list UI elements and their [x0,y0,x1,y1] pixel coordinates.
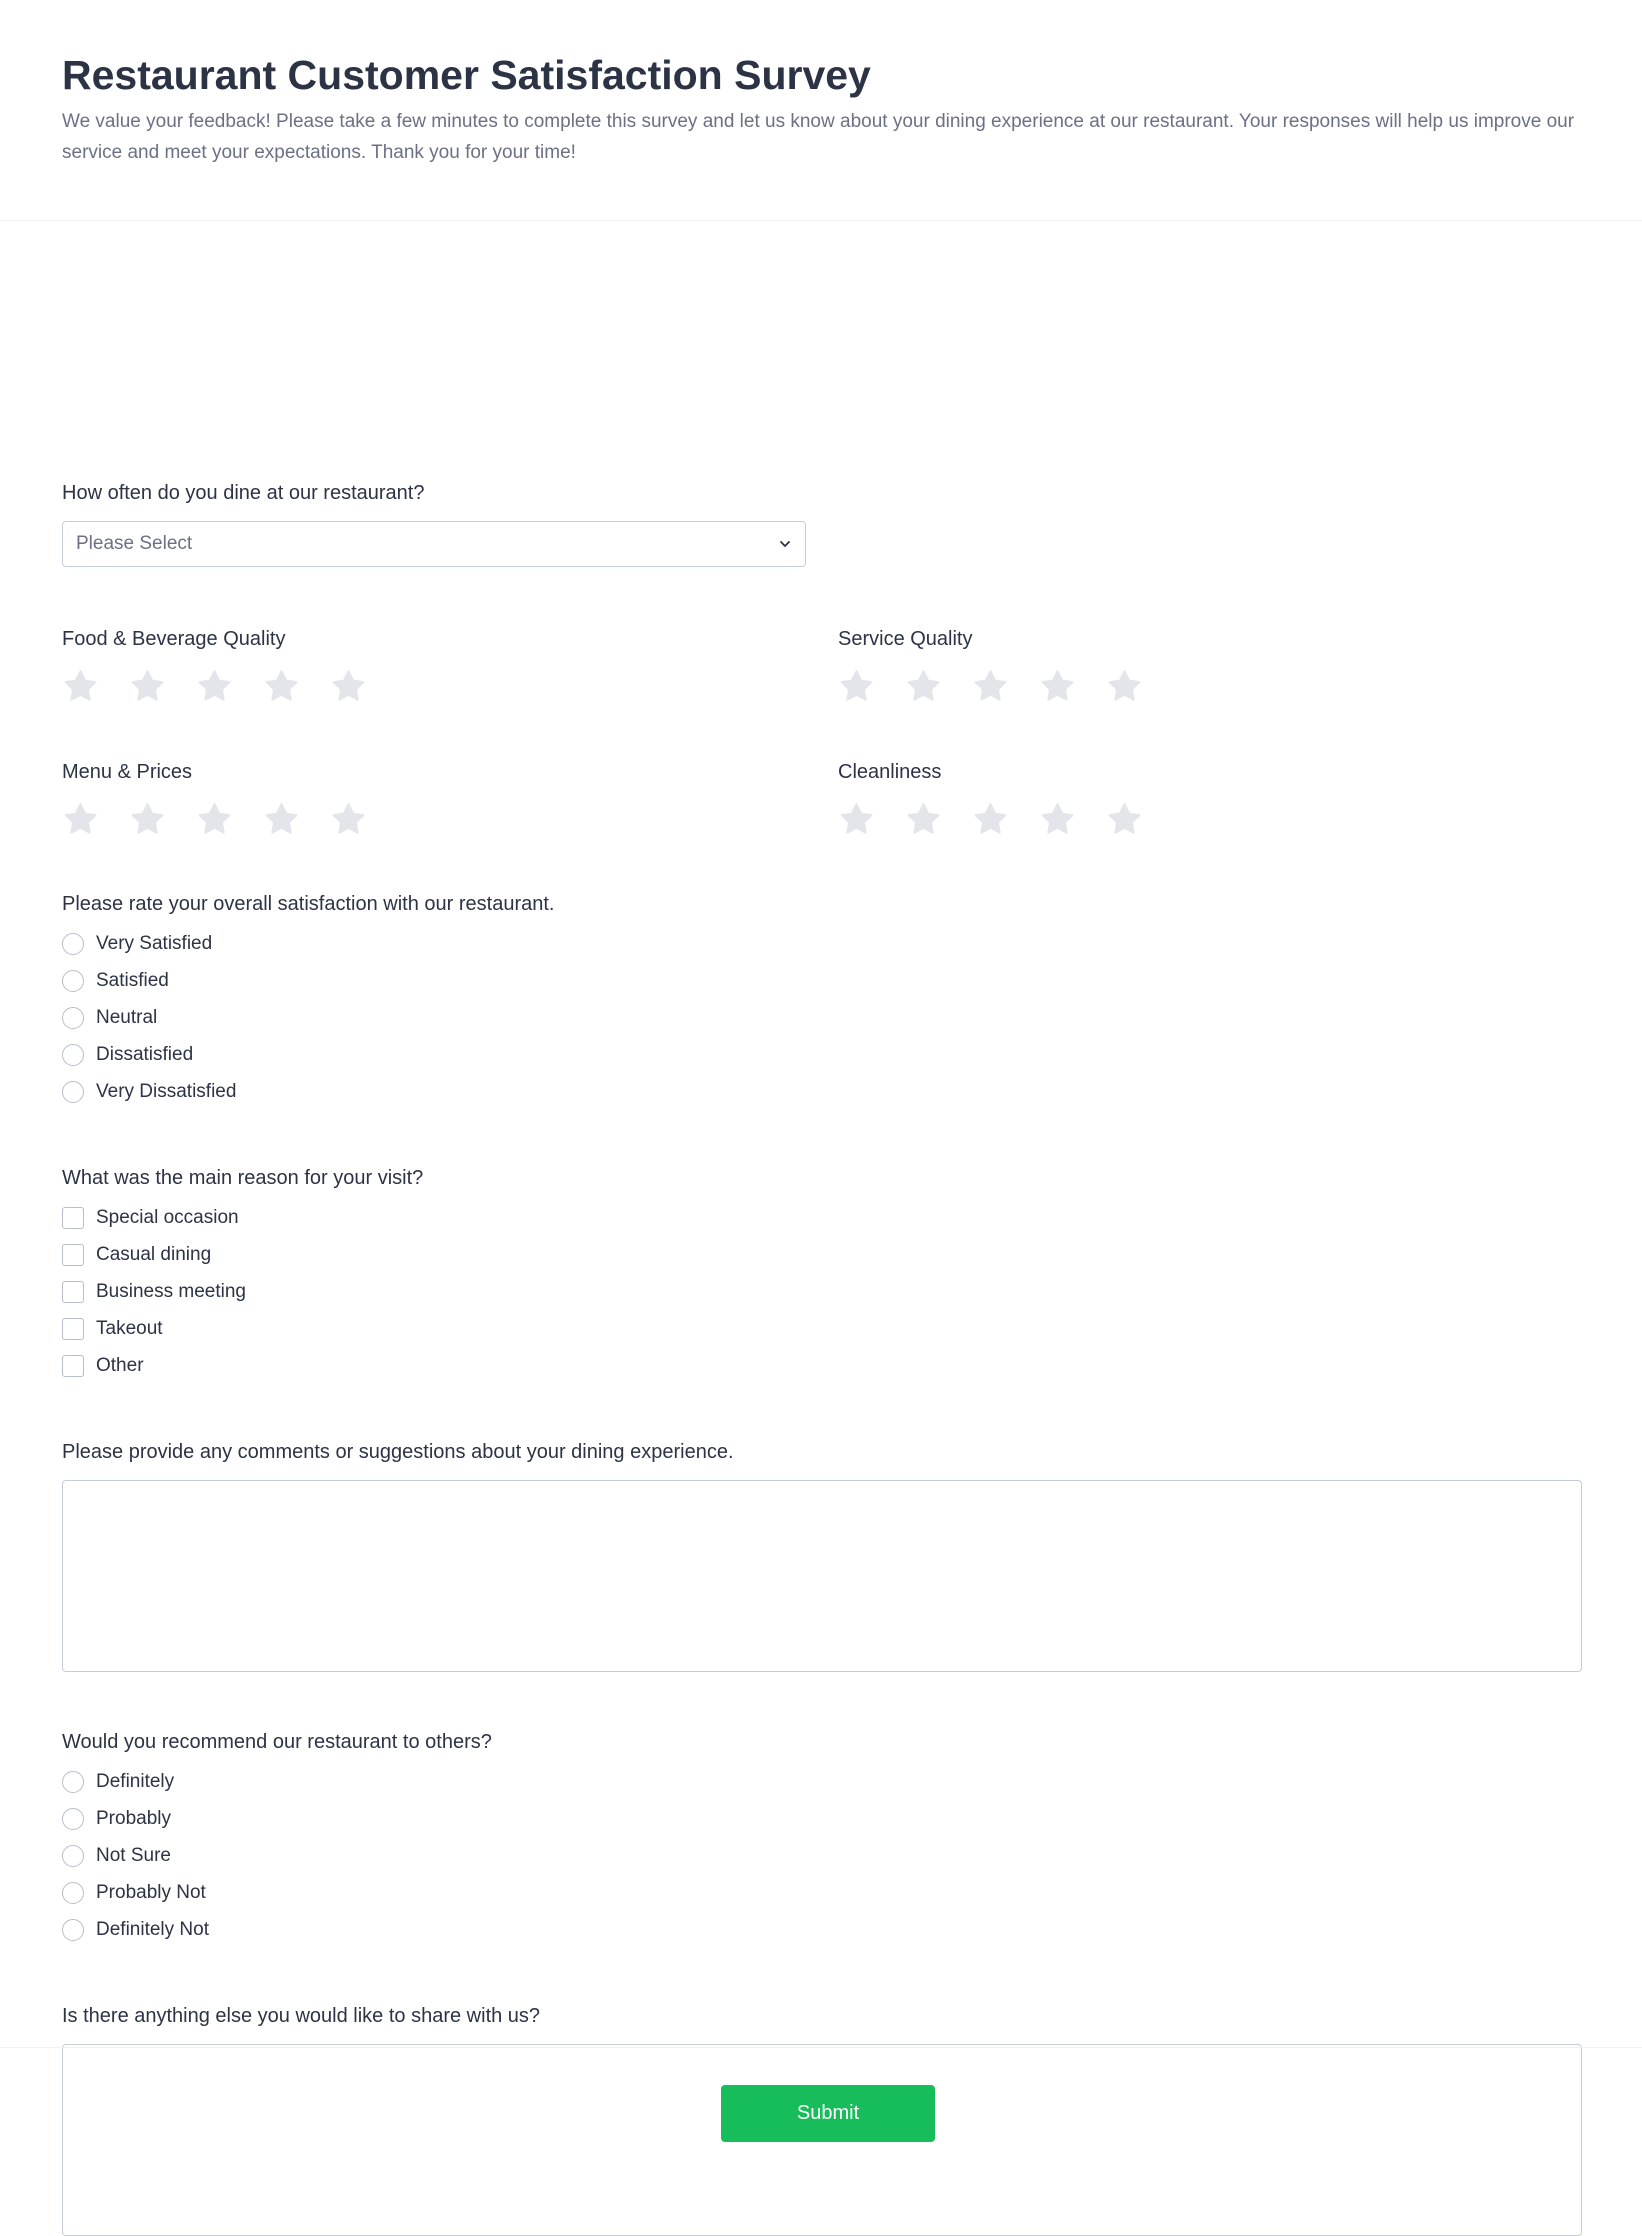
star-icon[interactable] [1039,801,1076,838]
rating-food [62,626,367,705]
reason-option[interactable] [62,1236,423,1273]
star-icon[interactable] [1106,668,1143,705]
recommend-option[interactable] [62,1874,492,1911]
star-icon[interactable] [62,801,99,838]
rating-label: Cleanliness [838,761,942,783]
star-icon[interactable] [62,668,99,705]
option-label: Very Dissatisfied [96,1080,237,1102]
checkbox[interactable] [62,1318,84,1340]
option-label: Not Sure [96,1844,171,1866]
rating-menu [62,759,367,838]
chevron-down-icon [778,537,792,551]
star-icon[interactable] [129,801,166,838]
radio-button[interactable] [62,1919,84,1941]
satisfaction-option[interactable] [62,1073,554,1110]
star-icon[interactable] [330,801,367,838]
recommend-option[interactable] [62,1911,492,1948]
star-icon[interactable] [838,801,875,838]
form-header [0,0,1642,221]
radio-button[interactable] [62,933,84,955]
option-label: Business meeting [96,1280,246,1302]
satisfaction-field [62,891,554,1110]
recommend-option[interactable] [62,1763,492,1800]
star-icon[interactable] [838,668,875,705]
option-label: Dissatisfied [96,1043,194,1065]
reason-field [62,1165,423,1384]
star-icon[interactable] [129,668,166,705]
satisfaction-option[interactable] [62,999,554,1036]
reason-option[interactable] [62,1310,423,1347]
checkbox[interactable] [62,1244,84,1266]
recommend-option[interactable] [62,1837,492,1874]
reason-label: What was the main reason for your visit? [62,1167,424,1189]
star-icon[interactable] [1039,668,1076,705]
radio-button[interactable] [62,1845,84,1867]
radio-button[interactable] [62,1808,84,1830]
reason-option[interactable] [62,1199,423,1236]
star-rating [62,668,367,705]
other-label: Is there anything else you would like to share with us? [62,2005,541,2027]
rating-cleanliness [838,759,1143,838]
form-footer [0,2047,1642,2187]
star-icon[interactable] [263,668,300,705]
radio-button[interactable] [62,1771,84,1793]
comments-field [62,1439,1582,1672]
frequency-field [62,480,806,567]
page-title: Restaurant Customer Satisfaction Survey [62,52,871,98]
star-rating [838,668,1143,705]
option-label: Takeout [96,1317,163,1339]
reason-options [62,1199,423,1384]
option-label: Satisfied [96,969,169,991]
star-icon[interactable] [196,801,233,838]
satisfaction-option[interactable] [62,925,554,962]
recommend-option[interactable] [62,1800,492,1837]
checkbox[interactable] [62,1207,84,1229]
rating-label: Service Quality [838,628,973,650]
option-label: Probably Not [96,1881,206,1903]
form-description: We value your feedback! Please take a few minutes to complete this survey and let us know about your dining experience at our restaurant. Your responses will help us improve our service and meet your expectations. Thank you for your time! [62,111,1575,163]
star-icon[interactable] [972,801,1009,838]
radio-button[interactable] [62,1007,84,1029]
radio-button[interactable] [62,1081,84,1103]
rating-service [838,626,1143,705]
rating-label: Menu & Prices [62,761,193,783]
frequency-select[interactable] [62,521,806,567]
submit-button[interactable]: Submit [721,2085,935,2142]
star-rating [838,801,1143,838]
option-label: Definitely Not [96,1918,209,1940]
star-icon[interactable] [972,668,1009,705]
select-placeholder: Please Select [76,533,193,554]
satisfaction-option[interactable] [62,962,554,999]
satisfaction-option[interactable] [62,1036,554,1073]
recommend-field [62,1729,492,1948]
star-icon[interactable] [1106,801,1143,838]
satisfaction-label: Please rate your overall satisfaction with our restaurant. [62,893,555,915]
radio-button[interactable] [62,1044,84,1066]
option-label: Definitely [96,1770,175,1792]
option-label: Probably [96,1807,171,1829]
reason-option[interactable] [62,1273,423,1310]
checkbox[interactable] [62,1281,84,1303]
star-icon[interactable] [196,668,233,705]
comments-label: Please provide any comments or suggestions about your dining experience. [62,1441,734,1463]
star-icon[interactable] [905,668,942,705]
star-icon[interactable] [905,801,942,838]
radio-button[interactable] [62,970,84,992]
option-label: Neutral [96,1006,158,1028]
comments-textarea[interactable] [62,1480,1582,1672]
option-label: Special occasion [96,1206,239,1228]
satisfaction-options [62,925,554,1110]
star-icon[interactable] [330,668,367,705]
frequency-label: How often do you dine at our restaurant? [62,482,425,504]
option-label: Other [96,1354,144,1376]
recommend-label: Would you recommend our restaurant to others? [62,1731,492,1753]
rating-label: Food & Beverage Quality [62,628,286,650]
star-rating [62,801,367,838]
option-label: Very Satisfied [96,932,213,954]
reason-option[interactable] [62,1347,423,1384]
radio-button[interactable] [62,1882,84,1904]
option-label: Casual dining [96,1243,212,1265]
checkbox[interactable] [62,1355,84,1377]
recommend-options [62,1763,492,1948]
star-icon[interactable] [263,801,300,838]
